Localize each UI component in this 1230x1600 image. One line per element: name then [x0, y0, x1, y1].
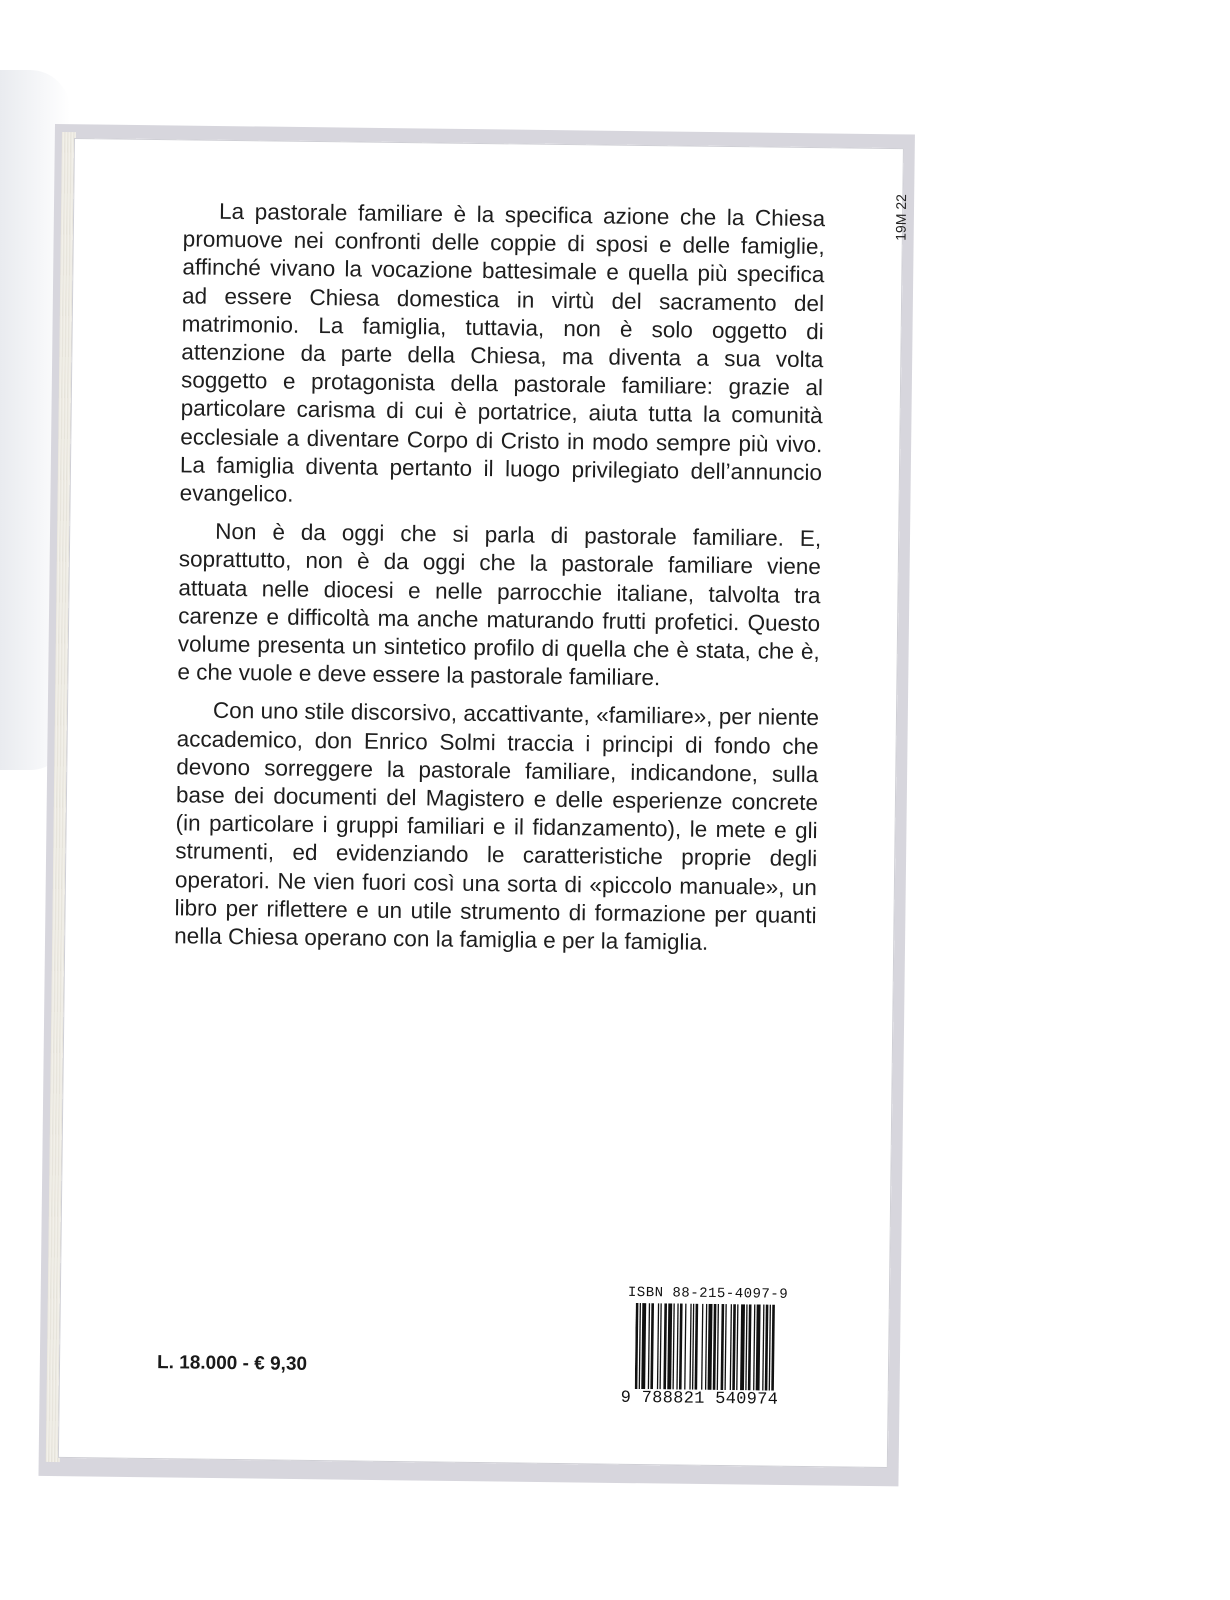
barcode-bar [701, 1304, 703, 1390]
barcode-bar [689, 1304, 691, 1390]
blurb-text [174, 197, 825, 968]
barcode-icon [635, 1303, 812, 1391]
back-cover [58, 138, 910, 1468]
catalog-code: 19M 22 [892, 194, 910, 241]
barcode-bar [736, 1304, 738, 1390]
isbn-label: ISBN 88-215-4097-9 [627, 1284, 789, 1303]
barcode-bar [732, 1304, 736, 1390]
price-label: L. 18.000 - € 9,30 [156, 1352, 308, 1375]
barcode-bar [745, 1304, 747, 1390]
barcode-bar [676, 1303, 678, 1389]
blurb-paragraph-3: Con uno stile discorsivo, accattivante, «familiare», per niente accademico, don Enrico Solmi traccia i principi di fondo che devono sorreggere la pastorale familiare, indicandone, sulla base dei documenti del Magistero e delle esperienze concrete (in particolare i gruppi familiari e il fidanzamento), le mete e gli strumenti, ed evidenziando le caratteristiche proprie degli operatori. Ne vien fuori così una sorta di «piccolo manuale», un libro per riflettere e un utile strumento di formazione per quanti nella Chiesa operano con la famiglia e per la famiglia. [174, 698, 820, 955]
barcode-bar [740, 1304, 745, 1390]
barcode-bar [695, 1304, 699, 1390]
barcode-bar [705, 1304, 707, 1390]
ean-digits: 9 788821 540974 [620, 1388, 779, 1410]
barcode-bar [639, 1303, 641, 1389]
barcode-bar [771, 1305, 775, 1391]
barcode-bar [713, 1304, 717, 1390]
barcode-bar [659, 1303, 661, 1389]
barcode-bar [724, 1304, 726, 1390]
barcode-bar [672, 1303, 674, 1389]
barcode-bar [657, 1303, 659, 1389]
barcode-bar [762, 1305, 764, 1391]
barcode-bar [650, 1303, 654, 1389]
barcode-bar [635, 1303, 639, 1389]
barcode-bar [684, 1304, 686, 1390]
barcode-bar [748, 1304, 752, 1390]
barcode-bar [679, 1303, 683, 1389]
barcode-bar [765, 1305, 769, 1391]
blurb-paragraph-1: La pastorale familiare è la specifica azione che la Chiesa promuove nei confronti delle coppie di sposi e delle famiglie, affinché vivano la vocazione battesimale e quella più specifica ad essere Chiesa domestica in virtù del sacramento del matrimonio. La famiglia, tuttavia, non è solo oggetto di attenzione da parte della Chiesa, ma diventa a sua volta soggetto e protagonista della pastorale familiare: grazie al particolare carisma di cui è portatrice, aiuta tutta la comunità ecclesiale a diventare Corpo di Cristo in modo sempre più vivo. La famiglia diventa pertanto il luogo privilegiato dell’annuncio evangelico. [179, 198, 826, 507]
barcode-bar [692, 1304, 694, 1390]
barcode-bar [730, 1304, 732, 1390]
blurb-paragraph-2: Non è da oggi che si parla di pastorale familiare. E, soprattutto, non è da oggi che la pastorale familiare viene attuata nelle diocesi e nelle parrocchie italiane, talvolta tra carenze e difficoltà ma anche maturando frutti profetici. Questo volume presenta un sintetico profilo di quella che è stata, che è, e che vuole e deve essere la pastorale familiare. [177, 518, 822, 691]
barcode-bar [717, 1304, 719, 1390]
barcode-bar [641, 1303, 646, 1389]
barcode-bar [721, 1304, 725, 1390]
barcode-bar [769, 1305, 771, 1391]
barcode-bar [753, 1304, 755, 1390]
barcode-bar [648, 1303, 650, 1389]
barcode-bar [756, 1304, 761, 1390]
barcode-bar [667, 1303, 672, 1389]
barcode-bar [708, 1304, 713, 1390]
barcode-bar [663, 1303, 667, 1389]
isbn-barcode [620, 1285, 822, 1427]
